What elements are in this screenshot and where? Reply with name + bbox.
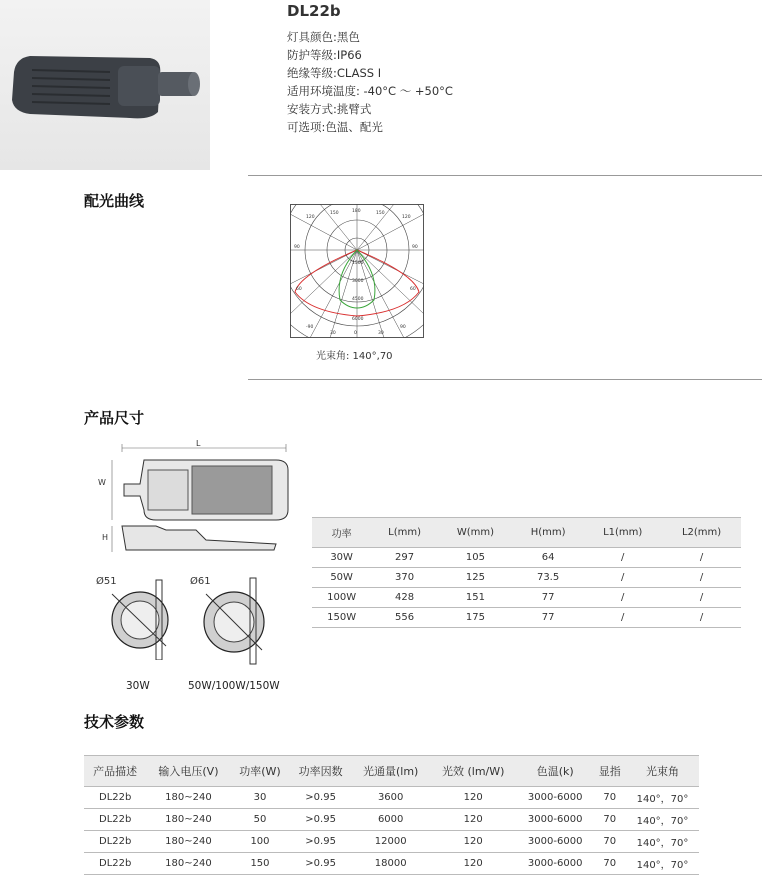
spec-item: 灯具颜色:黑色 bbox=[287, 30, 360, 44]
table-cell: 70 bbox=[593, 809, 626, 831]
column-header: H(mm) bbox=[513, 518, 583, 548]
table-cell: DL22b bbox=[84, 853, 146, 875]
dimension-drawing-side bbox=[96, 522, 296, 560]
table-cell: / bbox=[662, 568, 741, 588]
table-cell: 3000-6000 bbox=[517, 809, 594, 831]
w-label: W bbox=[98, 478, 106, 487]
table-cell: 180~240 bbox=[146, 831, 230, 853]
table-row bbox=[312, 588, 741, 608]
table-cell: >0.95 bbox=[289, 787, 351, 809]
spec-item: 防护等级:IP66 bbox=[287, 48, 362, 62]
table-cell: / bbox=[583, 568, 662, 588]
column-header: 功率(W) bbox=[231, 756, 290, 787]
caption-50w-150w: 50W/100W/150W bbox=[188, 680, 280, 692]
table-cell: 120 bbox=[430, 787, 517, 809]
polar-chart bbox=[290, 204, 424, 342]
table-header-row bbox=[84, 756, 699, 787]
table-cell: 30 bbox=[231, 787, 290, 809]
table-cell: >0.95 bbox=[289, 831, 351, 853]
table-cell: 370 bbox=[371, 568, 438, 588]
table-cell: 140°，70° bbox=[626, 787, 699, 809]
polar-label: 150 bbox=[376, 211, 385, 216]
table-cell: / bbox=[583, 608, 662, 628]
table-row bbox=[312, 608, 741, 628]
table-cell: 175 bbox=[438, 608, 513, 628]
table-cell: 151 bbox=[438, 588, 513, 608]
spec-item: 适用环境温度: -40°C ～ +50°C bbox=[287, 84, 453, 98]
divider bbox=[248, 379, 762, 380]
spec-item: 安装方式:挑臂式 bbox=[287, 102, 372, 116]
end-view-30w bbox=[96, 570, 176, 664]
column-header: L2(mm) bbox=[662, 518, 741, 548]
column-header: 功率因数 bbox=[289, 756, 351, 787]
table-cell: 77 bbox=[513, 608, 583, 628]
table-cell: 120 bbox=[430, 831, 517, 853]
table-cell: / bbox=[583, 588, 662, 608]
end-view-50w-150w bbox=[190, 570, 270, 670]
polar-label: 30 bbox=[330, 331, 336, 336]
ring-label: 3000 bbox=[352, 279, 364, 284]
section-title-dimensions: 产品尺寸 bbox=[84, 409, 145, 427]
column-header: 功率 bbox=[312, 518, 371, 548]
table-row bbox=[312, 568, 741, 588]
column-header: 输入电压(V) bbox=[146, 756, 230, 787]
table-cell: >0.95 bbox=[289, 809, 351, 831]
table-cell: 100W bbox=[312, 588, 371, 608]
column-header: 产品描述 bbox=[84, 756, 146, 787]
dimension-table bbox=[312, 517, 741, 628]
table-cell: 140°，70° bbox=[626, 853, 699, 875]
table-cell: 297 bbox=[371, 548, 438, 568]
column-header: L(mm) bbox=[371, 518, 438, 548]
table-cell: 6000 bbox=[352, 809, 430, 831]
polar-label: -90 bbox=[306, 325, 314, 330]
dimension-drawing-top bbox=[96, 440, 296, 529]
tech-table bbox=[84, 755, 699, 875]
table-cell: 140°，70° bbox=[626, 831, 699, 853]
table-row bbox=[84, 787, 699, 809]
table-cell: 30W bbox=[312, 548, 371, 568]
column-header: 光效 (lm/W) bbox=[430, 756, 517, 787]
table-cell: 428 bbox=[371, 588, 438, 608]
table-row bbox=[84, 831, 699, 853]
table-cell: 3000-6000 bbox=[517, 853, 594, 875]
table-cell: 140°，70° bbox=[626, 809, 699, 831]
divider bbox=[248, 175, 762, 176]
table-cell: 125 bbox=[438, 568, 513, 588]
table-cell: 120 bbox=[430, 853, 517, 875]
polar-label: 180 bbox=[352, 209, 361, 214]
polar-label: 150 bbox=[330, 211, 339, 216]
ring-label: 1500 bbox=[352, 261, 364, 266]
product-photo bbox=[0, 0, 210, 170]
ring-label: 4500 bbox=[352, 297, 364, 302]
section-title-tech-params: 技术参数 bbox=[84, 713, 145, 731]
polar-label: 90 bbox=[412, 245, 418, 250]
table-cell: 105 bbox=[438, 548, 513, 568]
table-cell: DL22b bbox=[84, 831, 146, 853]
table-row bbox=[84, 853, 699, 875]
polar-label: 120 bbox=[306, 215, 315, 220]
polar-label: 30 bbox=[378, 331, 384, 336]
caption-30w: 30W bbox=[126, 680, 150, 692]
table-cell: 180~240 bbox=[146, 809, 230, 831]
spec-item: 可选项:色温、配光 bbox=[287, 120, 383, 134]
column-header: L1(mm) bbox=[583, 518, 662, 548]
streetlight-image bbox=[0, 0, 210, 170]
table-row bbox=[312, 548, 741, 568]
product-model: DL22b bbox=[287, 2, 341, 20]
h-label: H bbox=[102, 533, 109, 542]
table-cell: 100 bbox=[231, 831, 290, 853]
table-cell: 70 bbox=[593, 787, 626, 809]
table-cell: 50W bbox=[312, 568, 371, 588]
table-cell: 3000-6000 bbox=[517, 831, 594, 853]
table-cell: / bbox=[662, 608, 741, 628]
table-cell: >0.95 bbox=[289, 853, 351, 875]
table-cell: 18000 bbox=[352, 853, 430, 875]
spec-list bbox=[287, 28, 453, 136]
column-header: 显指 bbox=[593, 756, 626, 787]
polar-label: 0 bbox=[354, 331, 357, 336]
table-header-row bbox=[312, 518, 741, 548]
table-cell: 180~240 bbox=[146, 787, 230, 809]
polar-label: 60 bbox=[296, 287, 302, 292]
table-cell: DL22b bbox=[84, 809, 146, 831]
table-cell: / bbox=[662, 548, 741, 568]
column-header: 光束角 bbox=[626, 756, 699, 787]
column-header: W(mm) bbox=[438, 518, 513, 548]
table-cell: / bbox=[583, 548, 662, 568]
table-cell: 556 bbox=[371, 608, 438, 628]
table-cell: 150 bbox=[231, 853, 290, 875]
table-cell: 150W bbox=[312, 608, 371, 628]
table-cell: 120 bbox=[430, 809, 517, 831]
table-cell: 73.5 bbox=[513, 568, 583, 588]
table-cell: 12000 bbox=[352, 831, 430, 853]
l-label: L bbox=[196, 440, 201, 448]
table-cell: DL22b bbox=[84, 787, 146, 809]
table-cell: 64 bbox=[513, 548, 583, 568]
polar-label: 60 bbox=[410, 287, 416, 292]
section-title-light-curve: 配光曲线 bbox=[84, 192, 145, 210]
table-cell: 70 bbox=[593, 853, 626, 875]
ring-label: 6000 bbox=[352, 317, 364, 322]
polar-label: 120 bbox=[402, 215, 411, 220]
polar-label: 90 bbox=[400, 325, 406, 330]
table-cell: 70 bbox=[593, 831, 626, 853]
diameter-label: Ø51 bbox=[96, 576, 117, 587]
table-cell: 3600 bbox=[352, 787, 430, 809]
column-header: 色温(k) bbox=[517, 756, 594, 787]
column-header: 光通量(lm) bbox=[352, 756, 430, 787]
beam-angle-caption: 光束角: 140°,70 bbox=[316, 351, 393, 362]
table-cell: 77 bbox=[513, 588, 583, 608]
table-cell: / bbox=[662, 588, 741, 608]
table-row bbox=[84, 809, 699, 831]
table-cell: 50 bbox=[231, 809, 290, 831]
table-cell: 3000-6000 bbox=[517, 787, 594, 809]
spec-item: 绝缘等级:CLASS Ⅰ bbox=[287, 66, 382, 80]
polar-label: 90 bbox=[294, 245, 300, 250]
diameter-label: Ø61 bbox=[190, 576, 211, 587]
table-cell: 180~240 bbox=[146, 853, 230, 875]
